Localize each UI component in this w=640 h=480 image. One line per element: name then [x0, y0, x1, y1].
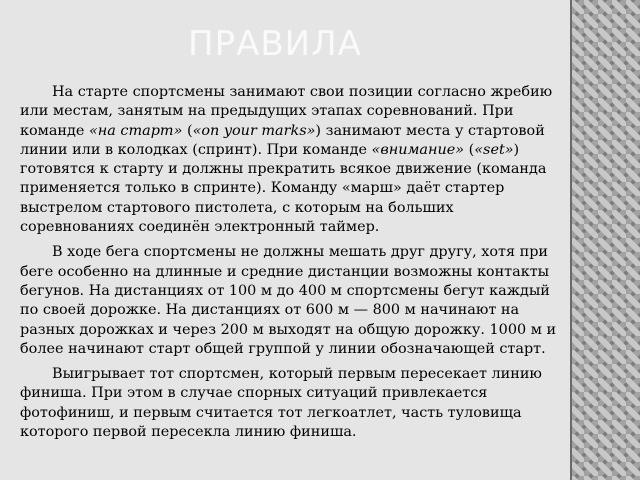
paragraph-text: На старте спортсмены занимают свои позиции согласно жребию или местам, занятым на предыдущих этапах соревнований. При команде: [20, 84, 553, 139]
slide-title: ПРАВИЛА: [188, 24, 362, 64]
paragraph-text: ) занимают места у стартовой линии или в колодках (спринт). При команде: [20, 122, 545, 158]
paragraph-start-commands: [20, 83, 570, 237]
command-on-your-marks-en: «on your marks»: [192, 122, 316, 139]
paragraph-text: (: [182, 122, 193, 139]
paragraph-text: ) готовятся к старту и должны прекратить всякое движение (команда применяется только в спринте). Команду «марш» даёт стартер выстрелом стартового пистолета, с которым на больших соревнованиях соединён электронный таймер.: [20, 141, 547, 236]
paragraph-running: В ходе бега спортсмены не должны мешать друг другу, хотя при беге особенно на длинные и средние дистанции возможны контакты бегунов. На дистанциях от 100 м до 400 м спортсмены бегут каждый по своей дорожке. На дистанциях от 600 м — 800 м начинают на разных дорожках и через 200 м выходят на общую дорожку. 1000 м и более начинают старт общей группой у линии обозначающей старт.: [20, 244, 557, 357]
paragraph-finish: Выигрывает тот спортсмен, который первым пересекает линию финиша. При этом в случае спорных ситуаций привлекается фотофиниш, и первым считается тот легкоатлет, часть туловища которого первой пересекла линию финиша.: [20, 366, 542, 441]
pattern-divider: [570, 0, 572, 480]
decorative-pattern-strip: [570, 0, 640, 480]
paragraph-text: (: [464, 141, 475, 158]
command-set-en: «set»: [474, 141, 514, 158]
command-on-your-marks-ru: «на старт»: [88, 122, 183, 139]
command-set-ru: «внимание»: [371, 141, 465, 158]
slide-body: [20, 83, 570, 448]
